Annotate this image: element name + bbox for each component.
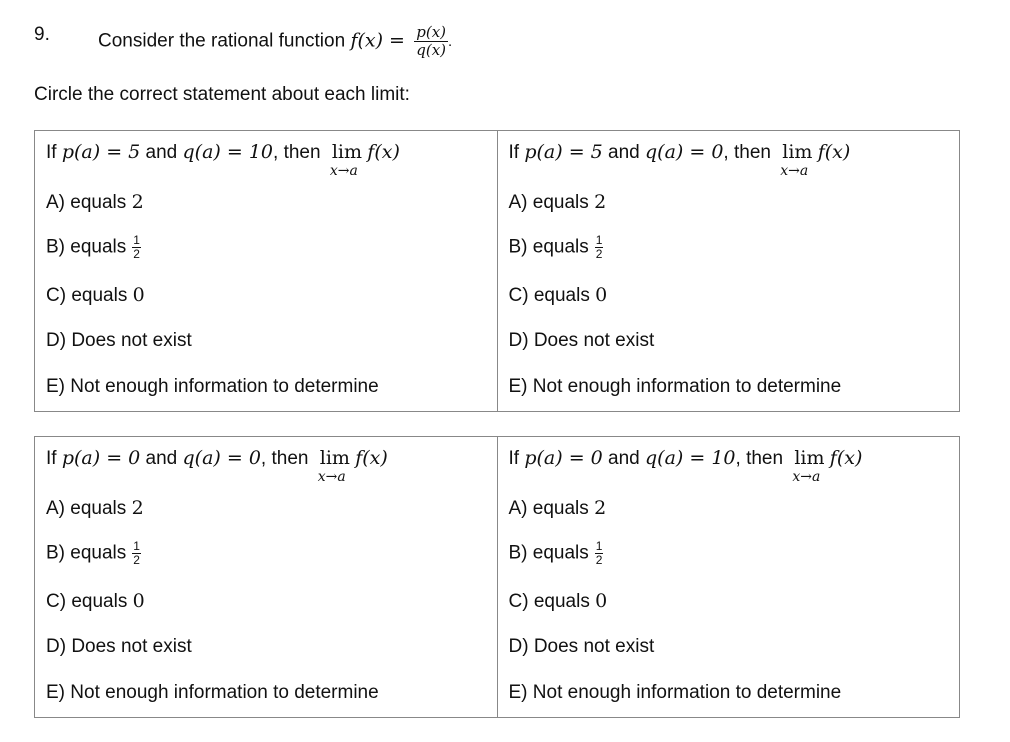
if-word: If bbox=[46, 448, 57, 469]
option-c[interactable] bbox=[509, 284, 608, 307]
option-d[interactable]: D) Does not exist bbox=[46, 330, 192, 351]
then-word: , then bbox=[735, 448, 784, 469]
option-a-label: A) equals bbox=[46, 498, 127, 519]
fraction-denominator: q(x) bbox=[416, 41, 447, 59]
limit-function: f(x) bbox=[829, 447, 863, 469]
option-a-value: 2 bbox=[131, 191, 144, 213]
problem-stem bbox=[508, 141, 851, 179]
option-a-label: A) equals bbox=[508, 498, 589, 519]
lim-subscript: x→a bbox=[780, 163, 809, 179]
if-word: If bbox=[508, 448, 520, 469]
lim-operator: lim bbox=[319, 447, 350, 469]
question-number: 9. bbox=[34, 24, 50, 45]
option-e[interactable]: E) Not enough information to determine bbox=[46, 376, 379, 397]
and-word: and bbox=[145, 142, 178, 163]
option-a[interactable] bbox=[46, 497, 144, 520]
p-condition: p(a) = 5 bbox=[61, 141, 141, 163]
option-b-denominator: 2 bbox=[133, 247, 140, 261]
question-prompt: Consider the rational function bbox=[98, 30, 346, 52]
p-condition: p(a) = 5 bbox=[524, 141, 603, 163]
and-word: and bbox=[145, 448, 178, 469]
instructions: Circle the correct statement about each limit: bbox=[34, 84, 410, 105]
problem-cell-4 bbox=[497, 437, 960, 717]
then-word: , then bbox=[260, 448, 309, 469]
lim-operator: lim bbox=[794, 447, 825, 469]
lim-subscript: x→a bbox=[329, 163, 358, 179]
lim-subscript: x→a bbox=[317, 469, 346, 485]
option-b[interactable] bbox=[509, 540, 604, 567]
option-b-numerator: 1 bbox=[133, 539, 140, 553]
option-a[interactable] bbox=[509, 191, 607, 214]
option-a-value: 2 bbox=[594, 191, 607, 213]
option-e[interactable]: E) Not enough information to determine bbox=[46, 682, 379, 703]
if-word: If bbox=[46, 142, 57, 163]
option-b-label: B) equals bbox=[46, 236, 127, 258]
then-word: , then bbox=[723, 142, 771, 163]
option-b-denominator: 2 bbox=[595, 553, 603, 567]
problem-cell-1 bbox=[35, 131, 497, 411]
problem-cell-2 bbox=[497, 131, 960, 411]
option-a-label: A) equals bbox=[46, 192, 127, 213]
limit-expression bbox=[780, 141, 813, 179]
option-a[interactable] bbox=[46, 191, 144, 214]
option-e[interactable]: E) Not enough information to determine bbox=[508, 682, 842, 703]
problem-box-top bbox=[34, 130, 960, 412]
option-c[interactable] bbox=[509, 590, 608, 613]
q-condition: q(a) = 0 bbox=[182, 447, 261, 469]
option-b[interactable] bbox=[46, 234, 141, 261]
p-condition: p(a) = 0 bbox=[524, 447, 603, 469]
limit-expression bbox=[329, 141, 363, 179]
option-d[interactable]: D) Does not exist bbox=[508, 636, 655, 657]
problem-stem bbox=[508, 447, 863, 485]
option-b-label: B) equals bbox=[508, 236, 589, 258]
option-d[interactable]: D) Does not exist bbox=[508, 330, 655, 351]
option-b-fraction bbox=[595, 540, 604, 567]
option-b-numerator: 1 bbox=[133, 233, 140, 247]
option-b-denominator: 2 bbox=[133, 553, 140, 567]
option-c[interactable] bbox=[46, 590, 145, 613]
limit-function: f(x) bbox=[355, 447, 388, 469]
problem-box-bottom bbox=[34, 436, 960, 718]
question-period: . bbox=[448, 33, 453, 50]
if-word: If bbox=[508, 142, 520, 163]
fraction-numerator: p(x) bbox=[416, 23, 447, 41]
then-word: , then bbox=[273, 142, 321, 163]
option-c-value: 0 bbox=[132, 590, 145, 612]
q-condition: q(a) = 10 bbox=[645, 447, 736, 469]
p-condition: p(a) = 0 bbox=[61, 447, 141, 469]
limit-function: f(x) bbox=[817, 141, 851, 163]
option-b-label: B) equals bbox=[46, 542, 127, 564]
problem-stem bbox=[46, 141, 400, 179]
option-a[interactable] bbox=[509, 497, 607, 520]
problem-stem bbox=[46, 447, 388, 485]
option-b-numerator: 1 bbox=[595, 539, 603, 553]
option-b-fraction bbox=[132, 234, 141, 261]
option-b[interactable] bbox=[509, 234, 604, 261]
option-a-value: 2 bbox=[594, 497, 607, 519]
option-c-value: 0 bbox=[132, 284, 145, 306]
function-lhs: f(x) = bbox=[350, 29, 405, 52]
option-c-label: C) equals bbox=[508, 591, 590, 612]
problem-cell-3 bbox=[35, 437, 497, 717]
rational-fraction bbox=[414, 24, 448, 59]
option-b-numerator: 1 bbox=[595, 233, 603, 247]
option-b-fraction bbox=[132, 540, 141, 567]
option-a-value: 2 bbox=[131, 497, 144, 519]
limit-expression bbox=[792, 447, 825, 485]
q-condition: q(a) = 0 bbox=[645, 141, 724, 163]
option-a-label: A) equals bbox=[508, 192, 589, 213]
option-b-fraction bbox=[595, 234, 604, 261]
limit-function: f(x) bbox=[367, 141, 400, 163]
and-word: and bbox=[608, 142, 640, 163]
and-word: and bbox=[608, 448, 640, 469]
option-c-label: C) equals bbox=[46, 285, 128, 306]
q-condition: q(a) = 10 bbox=[182, 141, 274, 163]
option-e[interactable]: E) Not enough information to determine bbox=[508, 376, 842, 397]
option-c-label: C) equals bbox=[46, 591, 128, 612]
lim-operator: lim bbox=[782, 141, 813, 163]
lim-subscript: x→a bbox=[792, 469, 821, 485]
option-b[interactable] bbox=[46, 540, 141, 567]
option-c-value: 0 bbox=[595, 590, 608, 612]
option-c-label: C) equals bbox=[508, 285, 590, 306]
question-text bbox=[98, 24, 452, 59]
limit-expression bbox=[317, 447, 350, 485]
option-d[interactable]: D) Does not exist bbox=[46, 636, 192, 657]
option-b-label: B) equals bbox=[508, 542, 589, 564]
option-b-denominator: 2 bbox=[595, 247, 603, 261]
lim-operator: lim bbox=[331, 141, 363, 163]
option-c[interactable] bbox=[46, 284, 145, 307]
option-c-value: 0 bbox=[595, 284, 608, 306]
